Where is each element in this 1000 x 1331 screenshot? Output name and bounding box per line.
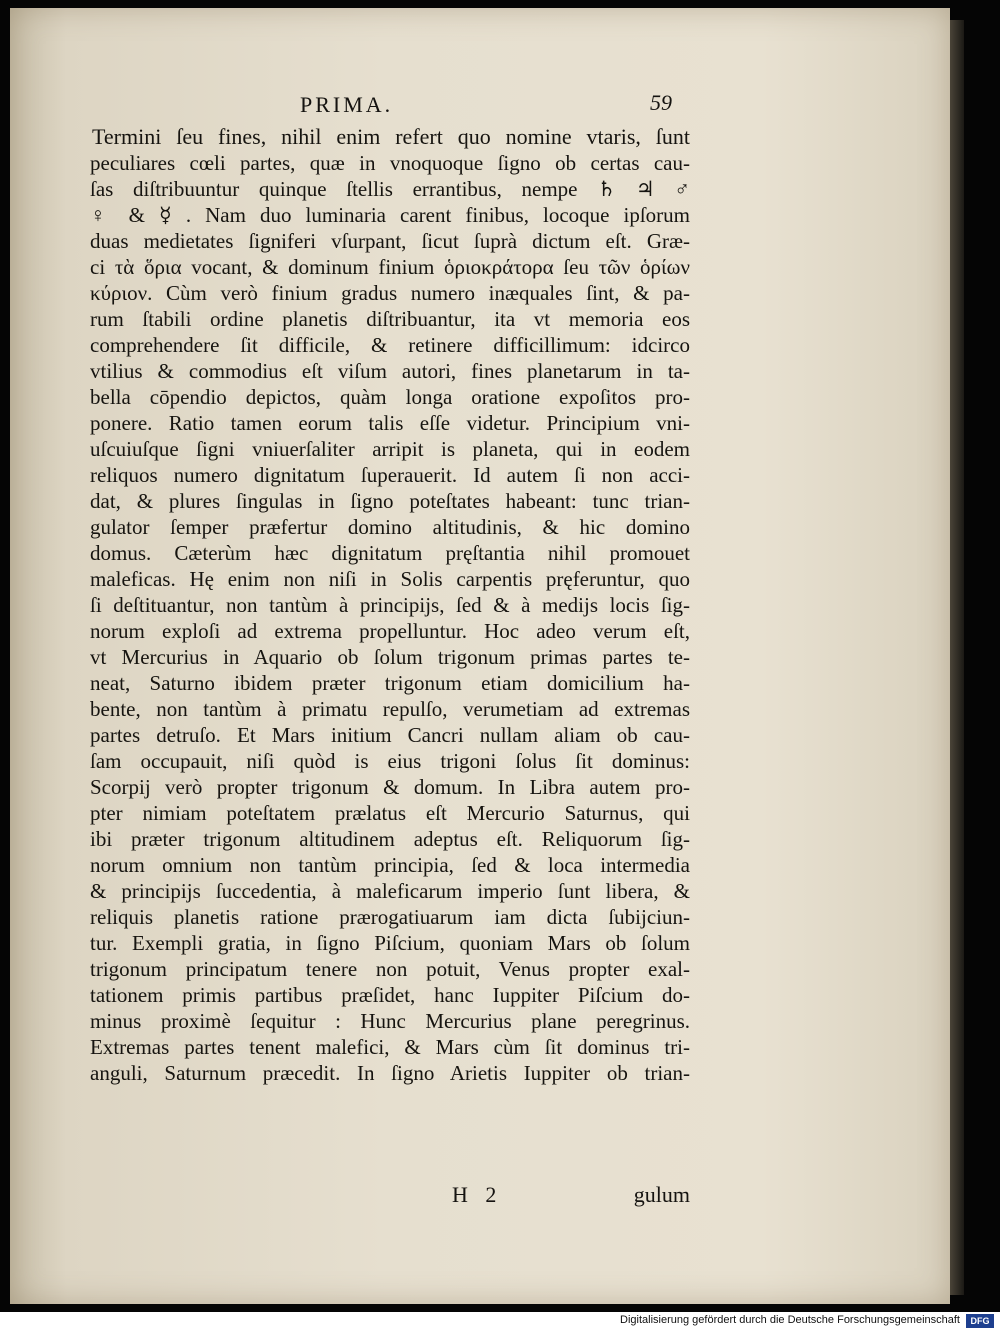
- text-line: κύριον. Cùm verò finium gradus numero inæquales ſint, & pa-: [90, 281, 690, 305]
- text-line: reliquos numero dignitatum ſuperauerit. Id autem ſi non acci-: [90, 463, 690, 487]
- text-line: ♀ & ☿ . Nam duo luminaria carent finibus, locoque ipſorum: [90, 203, 690, 227]
- text-line: Termini ſeu fines, nihil enim refert quo nomine vtaris, ſunt: [92, 124, 690, 149]
- text-line: maleficas. Hę enim non niſi in Solis carpentis pręferuntur, quo: [90, 567, 690, 591]
- text-line: ſas diſtribuuntur quinque ſtellis errantibus, nempe ♄ ♃ ♂: [90, 177, 690, 201]
- text-line: ci τὰ ὅρια vocant, & dominum finium ὁριοκράτορα ſeu τῶν ὁρίων: [90, 255, 690, 279]
- text-line: gulator ſemper præfertur domino altitudinis, & hic domino: [90, 515, 690, 539]
- text-line: rum ſtabili ordine planetis diſtribuantur, ita vt memoria eos: [90, 307, 690, 331]
- text-line: bella cōpendio depictos, quàm longa oratione expoſitos pro-: [90, 385, 690, 409]
- text-line: tationem primis partibus præſidet, hanc Iuppiter Piſcium do-: [90, 983, 690, 1007]
- text-line: ſi deſtituantur, non tantùm à principijs, ſed & à medijs locis ſig-: [90, 593, 690, 617]
- text-line: pter nimiam poteſtatem prælatus eſt Mercurio Saturnus, qui: [90, 801, 690, 825]
- text-line: vt Mercurius in Aquario ob ſolum trigonum primas partes te-: [90, 645, 690, 669]
- page-footer: [90, 1180, 690, 1214]
- text-line: domus. Cæterùm hæc dignitatum pręſtantia nihil promouet: [90, 541, 690, 565]
- text-line: dat, & plures ſingulas in ſigno poteſtates habeant: tunc trian-: [90, 489, 690, 513]
- text-line: vtilius & commodius eſt viſum autori, fines planetarum in ta-: [90, 359, 690, 383]
- text-line: ponere. Ratio tamen eorum talis eſſe videtur. Principium vni-: [90, 411, 690, 435]
- text-line: anguli, Saturnum præcedit. In ſigno Arietis Iuppiter ob trian-: [90, 1061, 690, 1085]
- text-line: uſcuiuſque ſigni vniuerſaliter arripit is planeta, qui in eodem: [90, 437, 690, 461]
- text-line: & principijs ſuccedentia, à maleficarum imperio ſunt libera, &: [90, 879, 690, 903]
- catchword: gulum: [633, 1182, 690, 1207]
- text-line: minus proximè ſequitur : Hunc Mercurius plane peregrinus.: [90, 1009, 690, 1033]
- text-line: tur. Exempli gratia, in ſigno Piſcium, quoniam Mars ob ſolum: [90, 931, 690, 955]
- page-header: [90, 82, 690, 122]
- text-line: Scorpij verò propter trigonum & domum. In Libra autem pro-: [90, 775, 690, 799]
- text-line: duas medietates ſigniferi vſurpant, ſicut ſuprà dictum eſt. Græ-: [90, 229, 690, 253]
- text-line: norum omnium non tantùm principia, ſed & loca intermedia: [90, 853, 690, 877]
- signature-mark: H 2: [452, 1182, 503, 1207]
- text-line: peculiares cœli partes, quæ in vnoquoque ſigno ob certas cau-: [90, 151, 690, 175]
- page-edge: [950, 20, 964, 1295]
- text-line: partes detruſo. Et Mars initium Cancri nullam aliam ob cau-: [90, 723, 690, 747]
- text-line: comprehendere ſit difficile, & retinere difficillimum: idcirco: [90, 333, 690, 357]
- page-number: 59: [650, 90, 672, 115]
- text-line: reliquis planetis ratione prærogatiuarum iam dicta ſubijciun-: [90, 905, 690, 929]
- text-line: trigonum principatum tenere non potuit, Venus propter exal-: [90, 957, 690, 981]
- credit-text: Digitalisierung gefördert durch die Deutsche Forschungsgemeinschaft: [620, 1314, 960, 1326]
- text-line: ſam occupauit, niſi quòd is eius trigoni ſolus ſit dominus:: [90, 749, 690, 773]
- running-head: PRIMA.: [300, 92, 394, 117]
- dfg-logo: DFG: [966, 1314, 994, 1328]
- text-line: Extremas partes tenent malefici, & Mars cùm ſit dominus tri-: [90, 1035, 690, 1059]
- text-line: ibi præter trigonum altitudinem adeptus eſt. Reliquorum ſig-: [90, 827, 690, 851]
- text-line: neat, Saturno ibidem præter trigonum etiam domicilium ha-: [90, 671, 690, 695]
- text-line: bente, non tantùm à primatu repulſo, verumetiam ad extremas: [90, 697, 690, 721]
- credit-bar: [0, 1312, 1000, 1331]
- text-line: norum exploſi ad extrema propelluntur. Hoc adeo verum eſt,: [90, 619, 690, 643]
- body-text: [90, 124, 690, 1086]
